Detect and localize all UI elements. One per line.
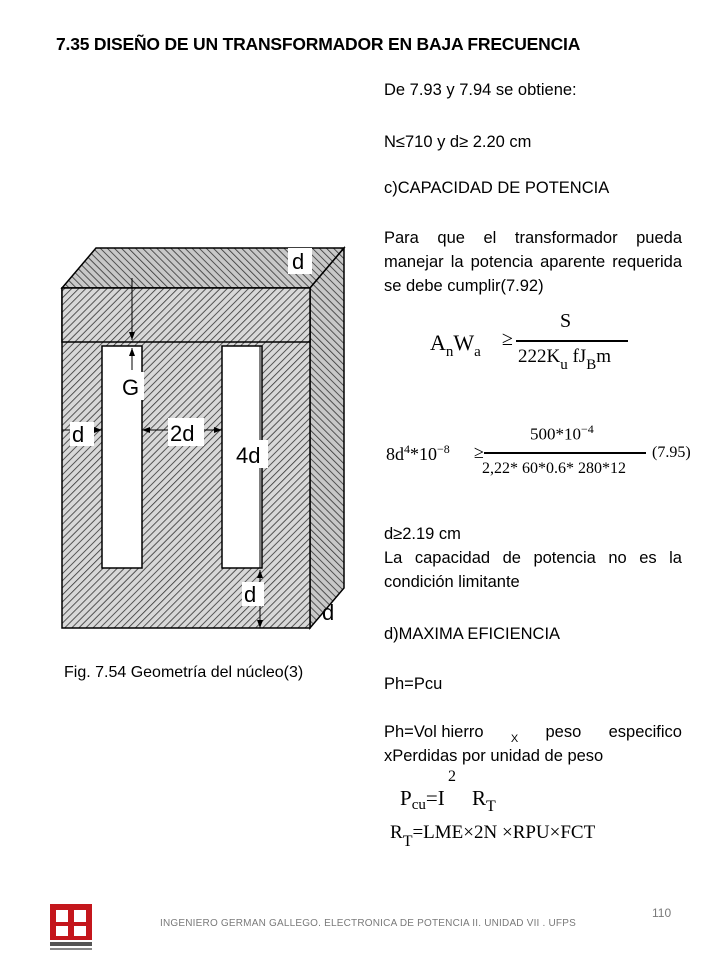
- ph-equals-pcu: Ph=Pcu: [384, 675, 443, 693]
- equation-7-95: $8d^4*10^{-8}$ ≥ $500*10^{-4}$ 2,22* 60*0.6* 280*12 (7.95): [386, 422, 691, 477]
- section-d-heading: d)MAXIMA EFICIENCIA: [384, 625, 561, 643]
- equation-copper-loss: Pcu=I 2 $R_T$: [400, 768, 496, 815]
- core-geometry-figure: [56, 240, 356, 635]
- ufps-logo: [46, 900, 96, 954]
- figure-caption: Fig. 7.54 Geometría del núcleo(3): [64, 664, 304, 681]
- n-d-condition: N≤710 y d≥ 2.20 cm: [384, 133, 532, 151]
- label-d-bottom: d: [244, 582, 257, 607]
- section-c-heading: c)CAPACIDAD DE POTENCIA: [384, 179, 610, 197]
- equation-winding-resistance: $R_T=LME\times 2N \times RPU\times FCT$: [390, 822, 596, 850]
- label-2d: 2d: [170, 421, 195, 446]
- label-G: G: [122, 375, 140, 400]
- derivation-line: De 7.93 y 7.94 se obtiene:: [384, 81, 577, 99]
- core-yoke: [62, 288, 310, 342]
- label-d-left: d: [72, 422, 85, 447]
- page-number: 110: [652, 906, 672, 920]
- core-side-face: [310, 248, 344, 628]
- power-capacity-paragraph: Para que el transformador pueda manejar la potencia aparente requerida se debe cumplir(7.92): [384, 229, 682, 295]
- d-result: d≥2.19 cm: [384, 525, 461, 543]
- footer-text: INGENIERO GERMAN GALLEGO. ELECTRONICA DE POTENCIA II. UNIDAD VII . UFPS: [160, 918, 576, 929]
- label-d-right: d: [322, 600, 335, 625]
- iron-loss-paragraph: Ph=Vol hierro X peso especifico xPerdidas por unidad de peso: [384, 723, 682, 765]
- limiting-condition-paragraph: La capacidad de potencia no es la condición limitante: [384, 549, 682, 591]
- equation-area-product: $A_nW_a$ ≥ S $222K_u$ $fJ_Bm$: [428, 312, 638, 382]
- label-4d: 4d: [236, 443, 261, 468]
- label-d-top: d: [292, 249, 305, 274]
- page-title: 7.35 DISEÑO DE UN TRANSFORMADOR EN BAJA FRECUENCIA: [56, 34, 581, 54]
